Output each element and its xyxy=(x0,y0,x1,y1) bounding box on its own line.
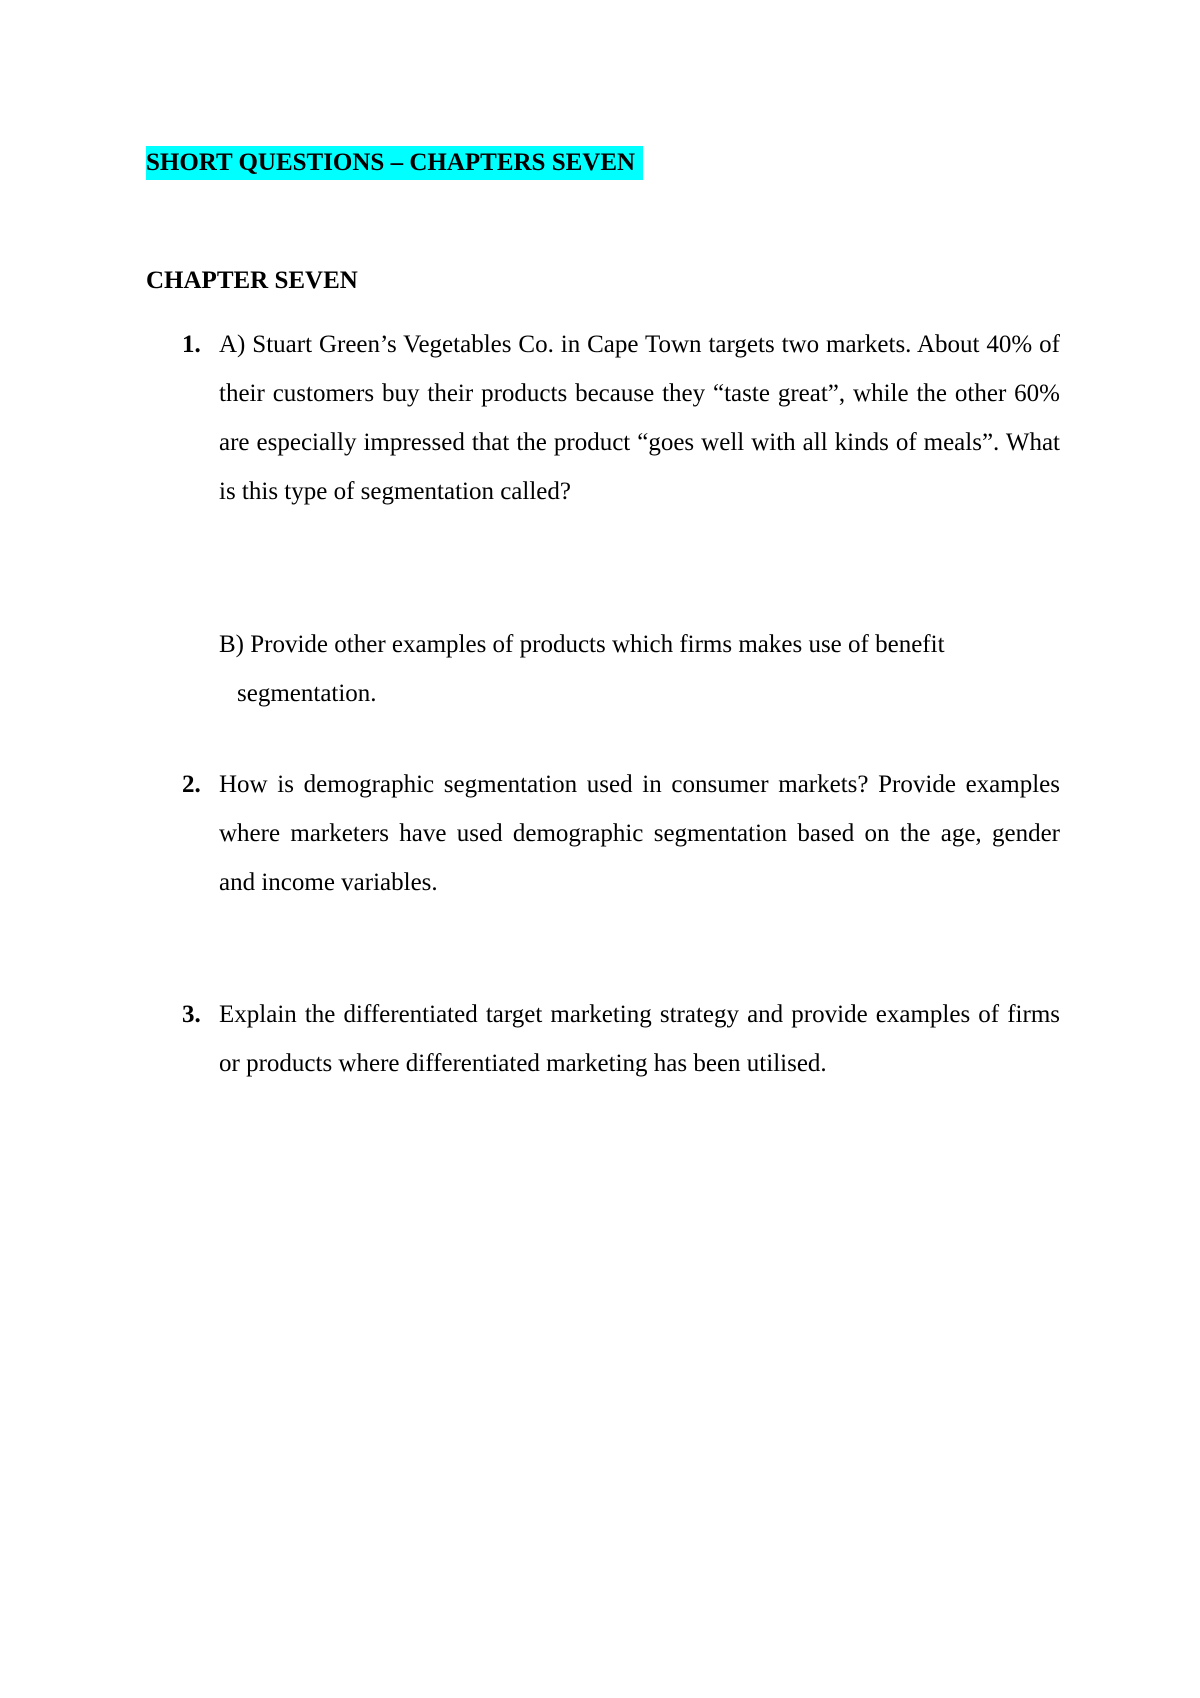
question-text: Explain the differentiated target marketing strategy and provide examples of firms or products where differentiated marketing has been utilised. xyxy=(219,1001,1060,1077)
chapter-heading: CHAPTER SEVEN xyxy=(146,267,358,294)
question-number: 3. xyxy=(182,1001,201,1028)
question-text: A) Stuart Green’s Vegetables Co. in Cape Town targets two markets. About 40% of their customers buy their products because they “taste great”, while the other 60% are especially impressed that the product “goes well with all kinds of meals”. What is this type of segmentation called? xyxy=(219,331,1060,505)
part-b-line-1: B) Provide other examples of products which firms makes use of benefit xyxy=(219,631,945,658)
question-3 xyxy=(146,990,1060,1088)
question-text: How is demographic segmentation used in consumer markets? Provide examples where marketers have used demographic segmentation based on the age, gender and income variables. xyxy=(219,771,1060,896)
question-number: 2. xyxy=(182,771,201,798)
document-title: SHORT QUESTIONS – CHAPTERS SEVEN xyxy=(146,146,643,180)
part-b-line-2: segmentation. xyxy=(237,680,377,707)
question-1 xyxy=(146,320,1060,516)
question-1-part-b xyxy=(146,620,1060,718)
question-part-b-text xyxy=(219,620,1060,718)
question-number: 1. xyxy=(182,331,201,358)
question-2 xyxy=(146,760,1060,907)
